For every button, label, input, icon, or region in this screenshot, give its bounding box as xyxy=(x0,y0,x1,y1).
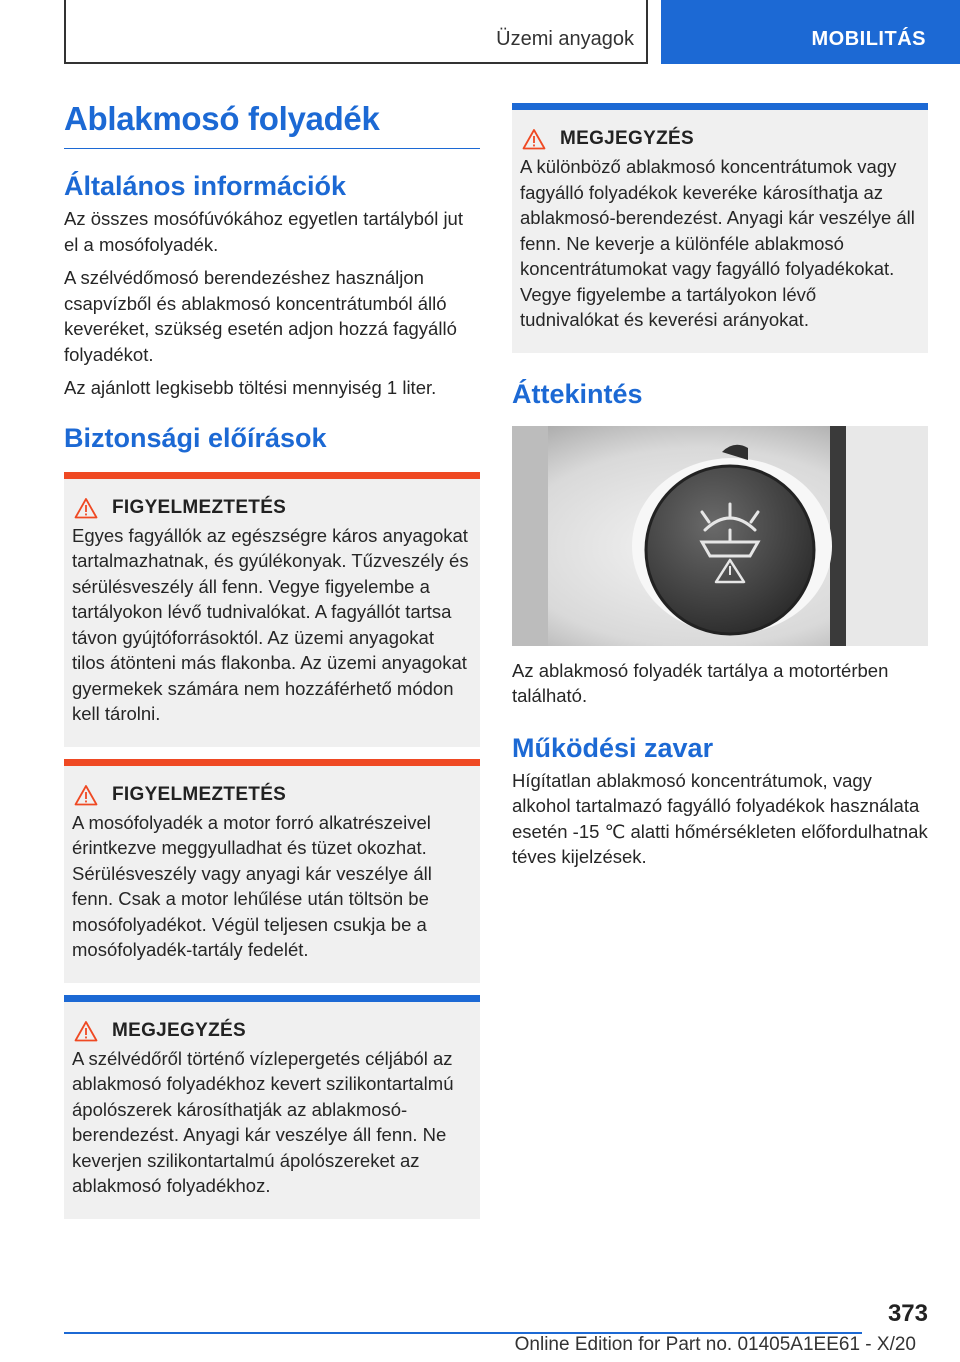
warning-triangle-icon xyxy=(522,128,546,150)
warning-2-title: FIGYELMEZTETÉS xyxy=(112,783,287,805)
general-info-paragraph-3: Az ajánlott legkisebb töltési mennyiség 1 liter. xyxy=(64,377,437,398)
warning-2-text: A mosófolyadék a motor forró alkatrészeivel érintkezve meggyulladhat és tüzet okozhat. Sérülésveszély vagy anyagi kár veszélye áll fenn. Csak a motor lehűlése után töltsön be mosófolyadékot. Végül teljesen csukja be a mosófolyadék-tartály fedelét. xyxy=(72,811,432,960)
header-section-tab xyxy=(64,0,648,64)
warning-box-2 xyxy=(64,759,480,983)
washer-fluid-reservoir-photo xyxy=(512,426,928,646)
general-info-paragraph-1: Az összes mosófúvókához egyetlen tartályból jut el a mosófolyadék. xyxy=(64,208,463,255)
note-2-text: A különböző ablakmosó koncentrátumok vagy fagyálló folyadékok keveréke károsíthatja az ablakmosó-berendezést. Anyagi kár veszélye áll fenn. Ne keverje a különféle ablakmosó koncentrátumokat vagy fagyálló folyadékokat. Vegye figyelembe a tartályokon lévő tudnivalókat és keverési arányokat. xyxy=(520,156,915,330)
note-1-text: A szélvédőről történő vízlepergetés céljából az ablakmosó folyadékhoz kevert szilikontartalmú ápolószerek károsíthatják az ablakmosó-berendezést. Anyagi kár veszélye áll fenn. Ne keverjen szilikontartalmú ápolószereket az ablakmosó folyadékhoz. xyxy=(72,1047,454,1196)
header-section-label: Üzemi anyagok xyxy=(496,28,634,50)
header-chapter-tab xyxy=(661,0,960,64)
warning-triangle-icon xyxy=(74,497,98,519)
warning-triangle-icon xyxy=(74,1020,98,1042)
photo-caption: Az ablakmosó folyadék tartálya a motortérben található. xyxy=(512,659,889,706)
overview-heading: Áttekintés xyxy=(512,378,643,409)
header-chapter-label: MOBILITÁS xyxy=(811,28,926,50)
note-1-title: MEGJEGYZÉS xyxy=(112,1019,246,1041)
page-title: Ablakmosó folyadék xyxy=(64,100,480,149)
general-info-heading: Általános információk xyxy=(64,171,347,201)
warning-1-title: FIGYELMEZTETÉS xyxy=(112,496,287,518)
general-info-paragraph-2: A szélvédőmosó berendezéshez használjon csapvízből és ablakmosó koncentrátumból álló keveréket, szükség esetén adjon hozzá fagyálló folyadékot. xyxy=(64,267,457,365)
note-2-title: MEGJEGYZÉS xyxy=(560,128,694,149)
footer-edition: Online Edition for Part no. 01405A1EE61 - X/20 xyxy=(514,1334,916,1355)
safety-heading: Biztonsági előírások xyxy=(64,422,327,453)
malfunction-heading: Működési zavar xyxy=(512,732,714,763)
page-number: 373 xyxy=(887,1300,928,1327)
warning-triangle-icon xyxy=(74,784,98,806)
warning-box-1 xyxy=(64,472,480,747)
warning-1-text: Egyes fagyállók az egészségre káros anyagokat tartalmazhatnak, és gyúlékonyak. Tűzveszély és sérülésveszély áll fenn. Vegye figyelembe a tartályokon lévő tudnivalókat. A fagyállót tartsa távon gyújtóforrásoktól. Az üzemi anyagokat tilos átönteni más flakonba. Az üzemi anyagokat gyermekek számára nem hozzáférhető módon kell tárolni. xyxy=(72,524,469,724)
malfunction-text: Hígítatlan ablakmosó koncentrátumok, vagy alkohol tartalmazó fagyálló folyadékok használata esetén -15 ℃ alatti hőmérsékleten előfordulhatnak téves kijelzések. xyxy=(512,769,928,867)
right-column xyxy=(512,100,928,870)
left-column xyxy=(64,100,480,1219)
note-box-1 xyxy=(64,995,480,1219)
note-box-2 xyxy=(512,103,928,353)
